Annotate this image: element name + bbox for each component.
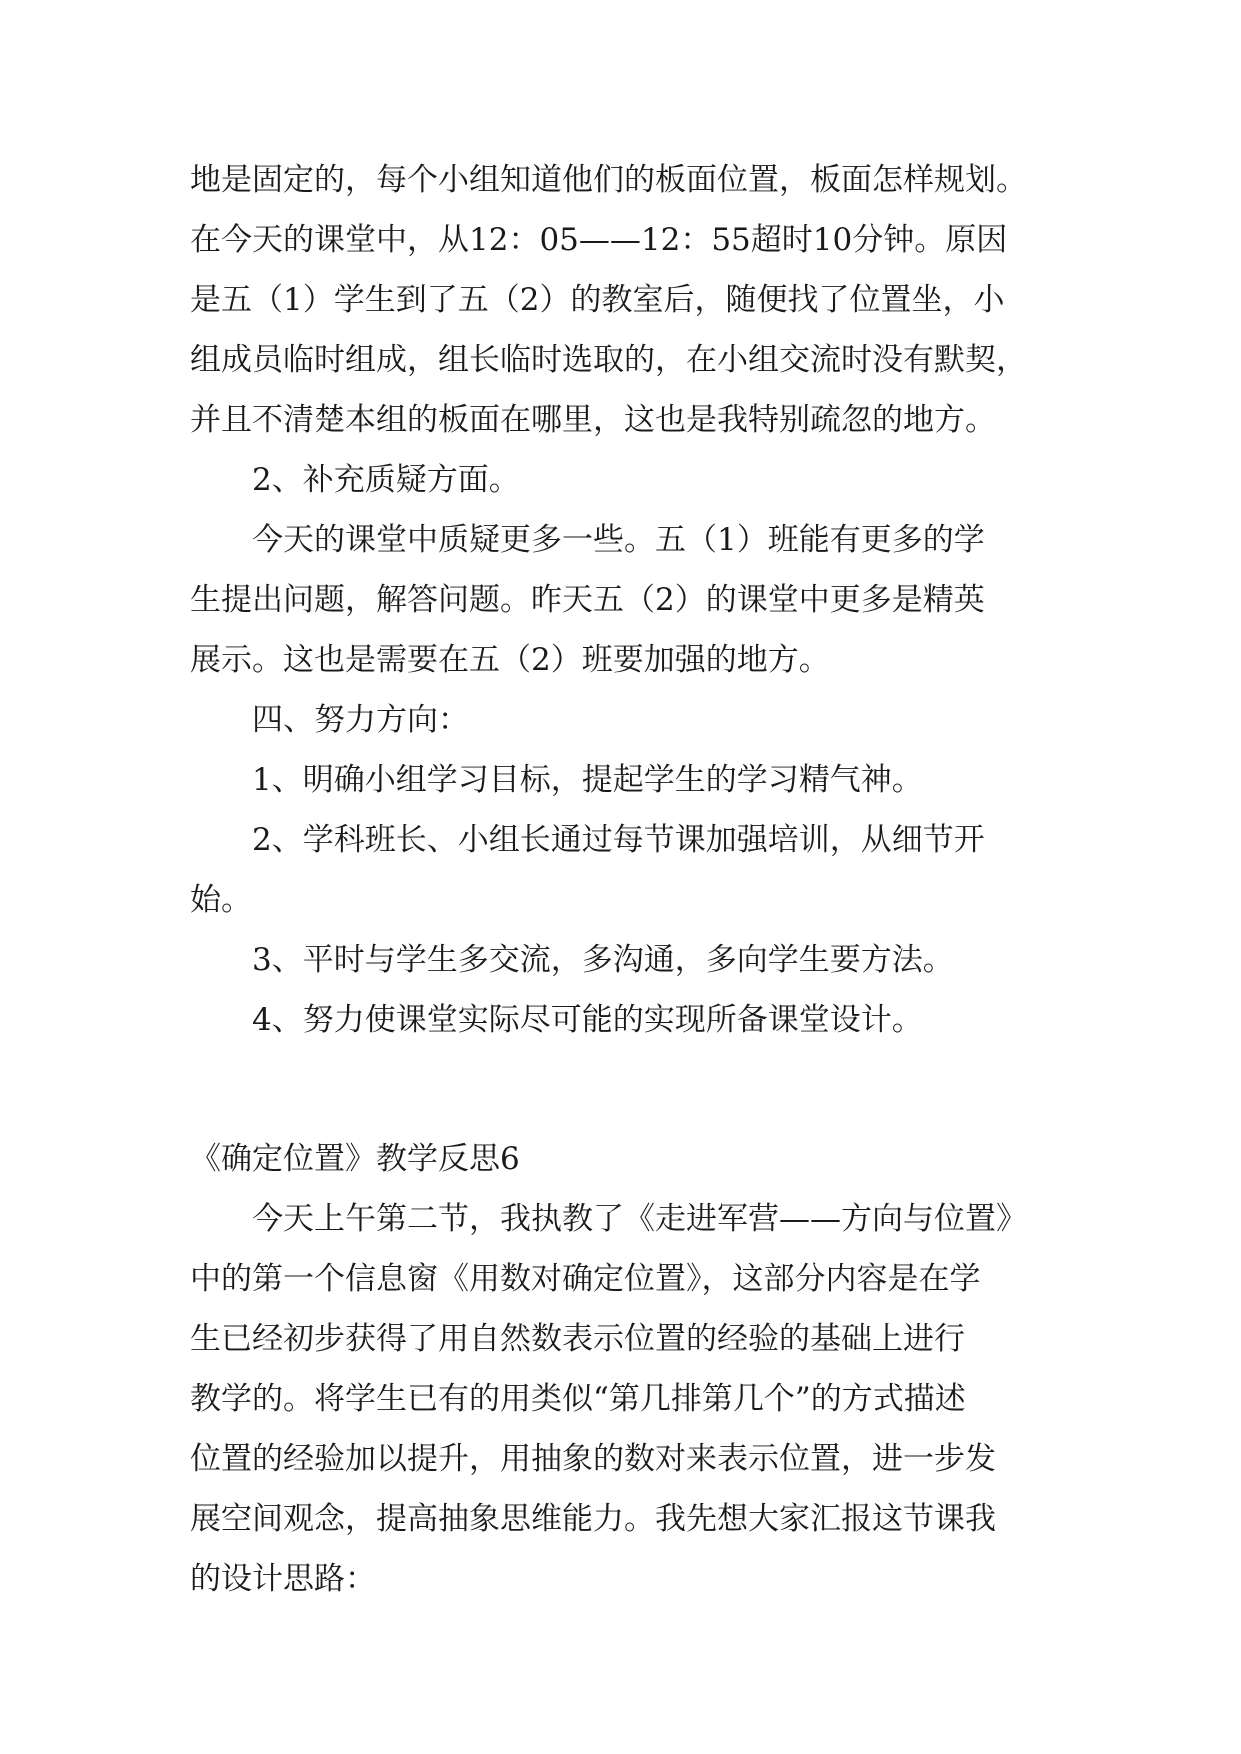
paragraph-line: 展示。这也是需要在五（2）班要加强的地方。 <box>190 642 830 678</box>
list-item: 3、平时与学生多交流，多沟通，多向学生要方法。 <box>252 942 954 978</box>
paragraph-line: 生提出问题，解答问题。昨天五（2）的课堂中更多是精英 <box>190 582 985 618</box>
section-heading: 四、努力方向： <box>252 702 469 738</box>
paragraph-line: 的设计思路： <box>190 1561 376 1597</box>
paragraph-line: 地是固定的，每个小组知道他们的板面位置，板面怎样规划。 <box>190 162 1027 198</box>
paragraph-line: 今天的课堂中质疑更多一些。五（1）班能有更多的学 <box>252 522 985 558</box>
paragraph-line: 位置的经验加以提升，用抽象的数对来表示位置，进一步发 <box>190 1441 996 1477</box>
list-item: 2、学科班长、小组长通过每节课加强培训，从细节开 <box>252 822 985 858</box>
article-title: 《确定位置》教学反思6 <box>190 1141 520 1177</box>
paragraph-line: 组成员临时组成，组长临时选取的，在小组交流时没有默契， <box>190 342 1027 378</box>
document-body <box>190 150 1052 1609</box>
list-item: 4、努力使课堂实际尽可能的实现所备课堂设计。 <box>252 1002 923 1038</box>
paragraph-line: 中的第一个信息窗《用数对确定位置》，这部分内容是在学 <box>190 1261 981 1297</box>
paragraph-line: 在今天的课堂中，从12：05——12：55超时10分钟。原因 <box>190 222 1008 258</box>
list-item-continuation: 始。 <box>190 882 252 918</box>
paragraph-line: 是五（1）学生到了五（2）的教室后，随便找了位置坐，小 <box>190 282 1005 318</box>
list-item: 1、明确小组学习目标，提起学生的学习精气神。 <box>252 762 923 798</box>
paragraph-line: 教学的。将学生已有的用类似“第几排第几个”的方式描述 <box>190 1381 966 1417</box>
paragraph-line: 并且不清楚本组的板面在哪里，这也是我特别疏忽的地方。 <box>190 402 996 438</box>
paragraph-line: 今天上午第二节，我执教了《走进军营——方向与位置》 <box>252 1201 1027 1237</box>
subsection-heading: 2、补充质疑方面。 <box>252 462 520 498</box>
section-spacer <box>190 1050 1052 1129</box>
paragraph-line: 生已经初步获得了用自然数表示位置的经验的基础上进行 <box>190 1321 965 1357</box>
paragraph-line: 展空间观念，提高抽象思维能力。我先想大家汇报这节课我 <box>190 1501 996 1537</box>
